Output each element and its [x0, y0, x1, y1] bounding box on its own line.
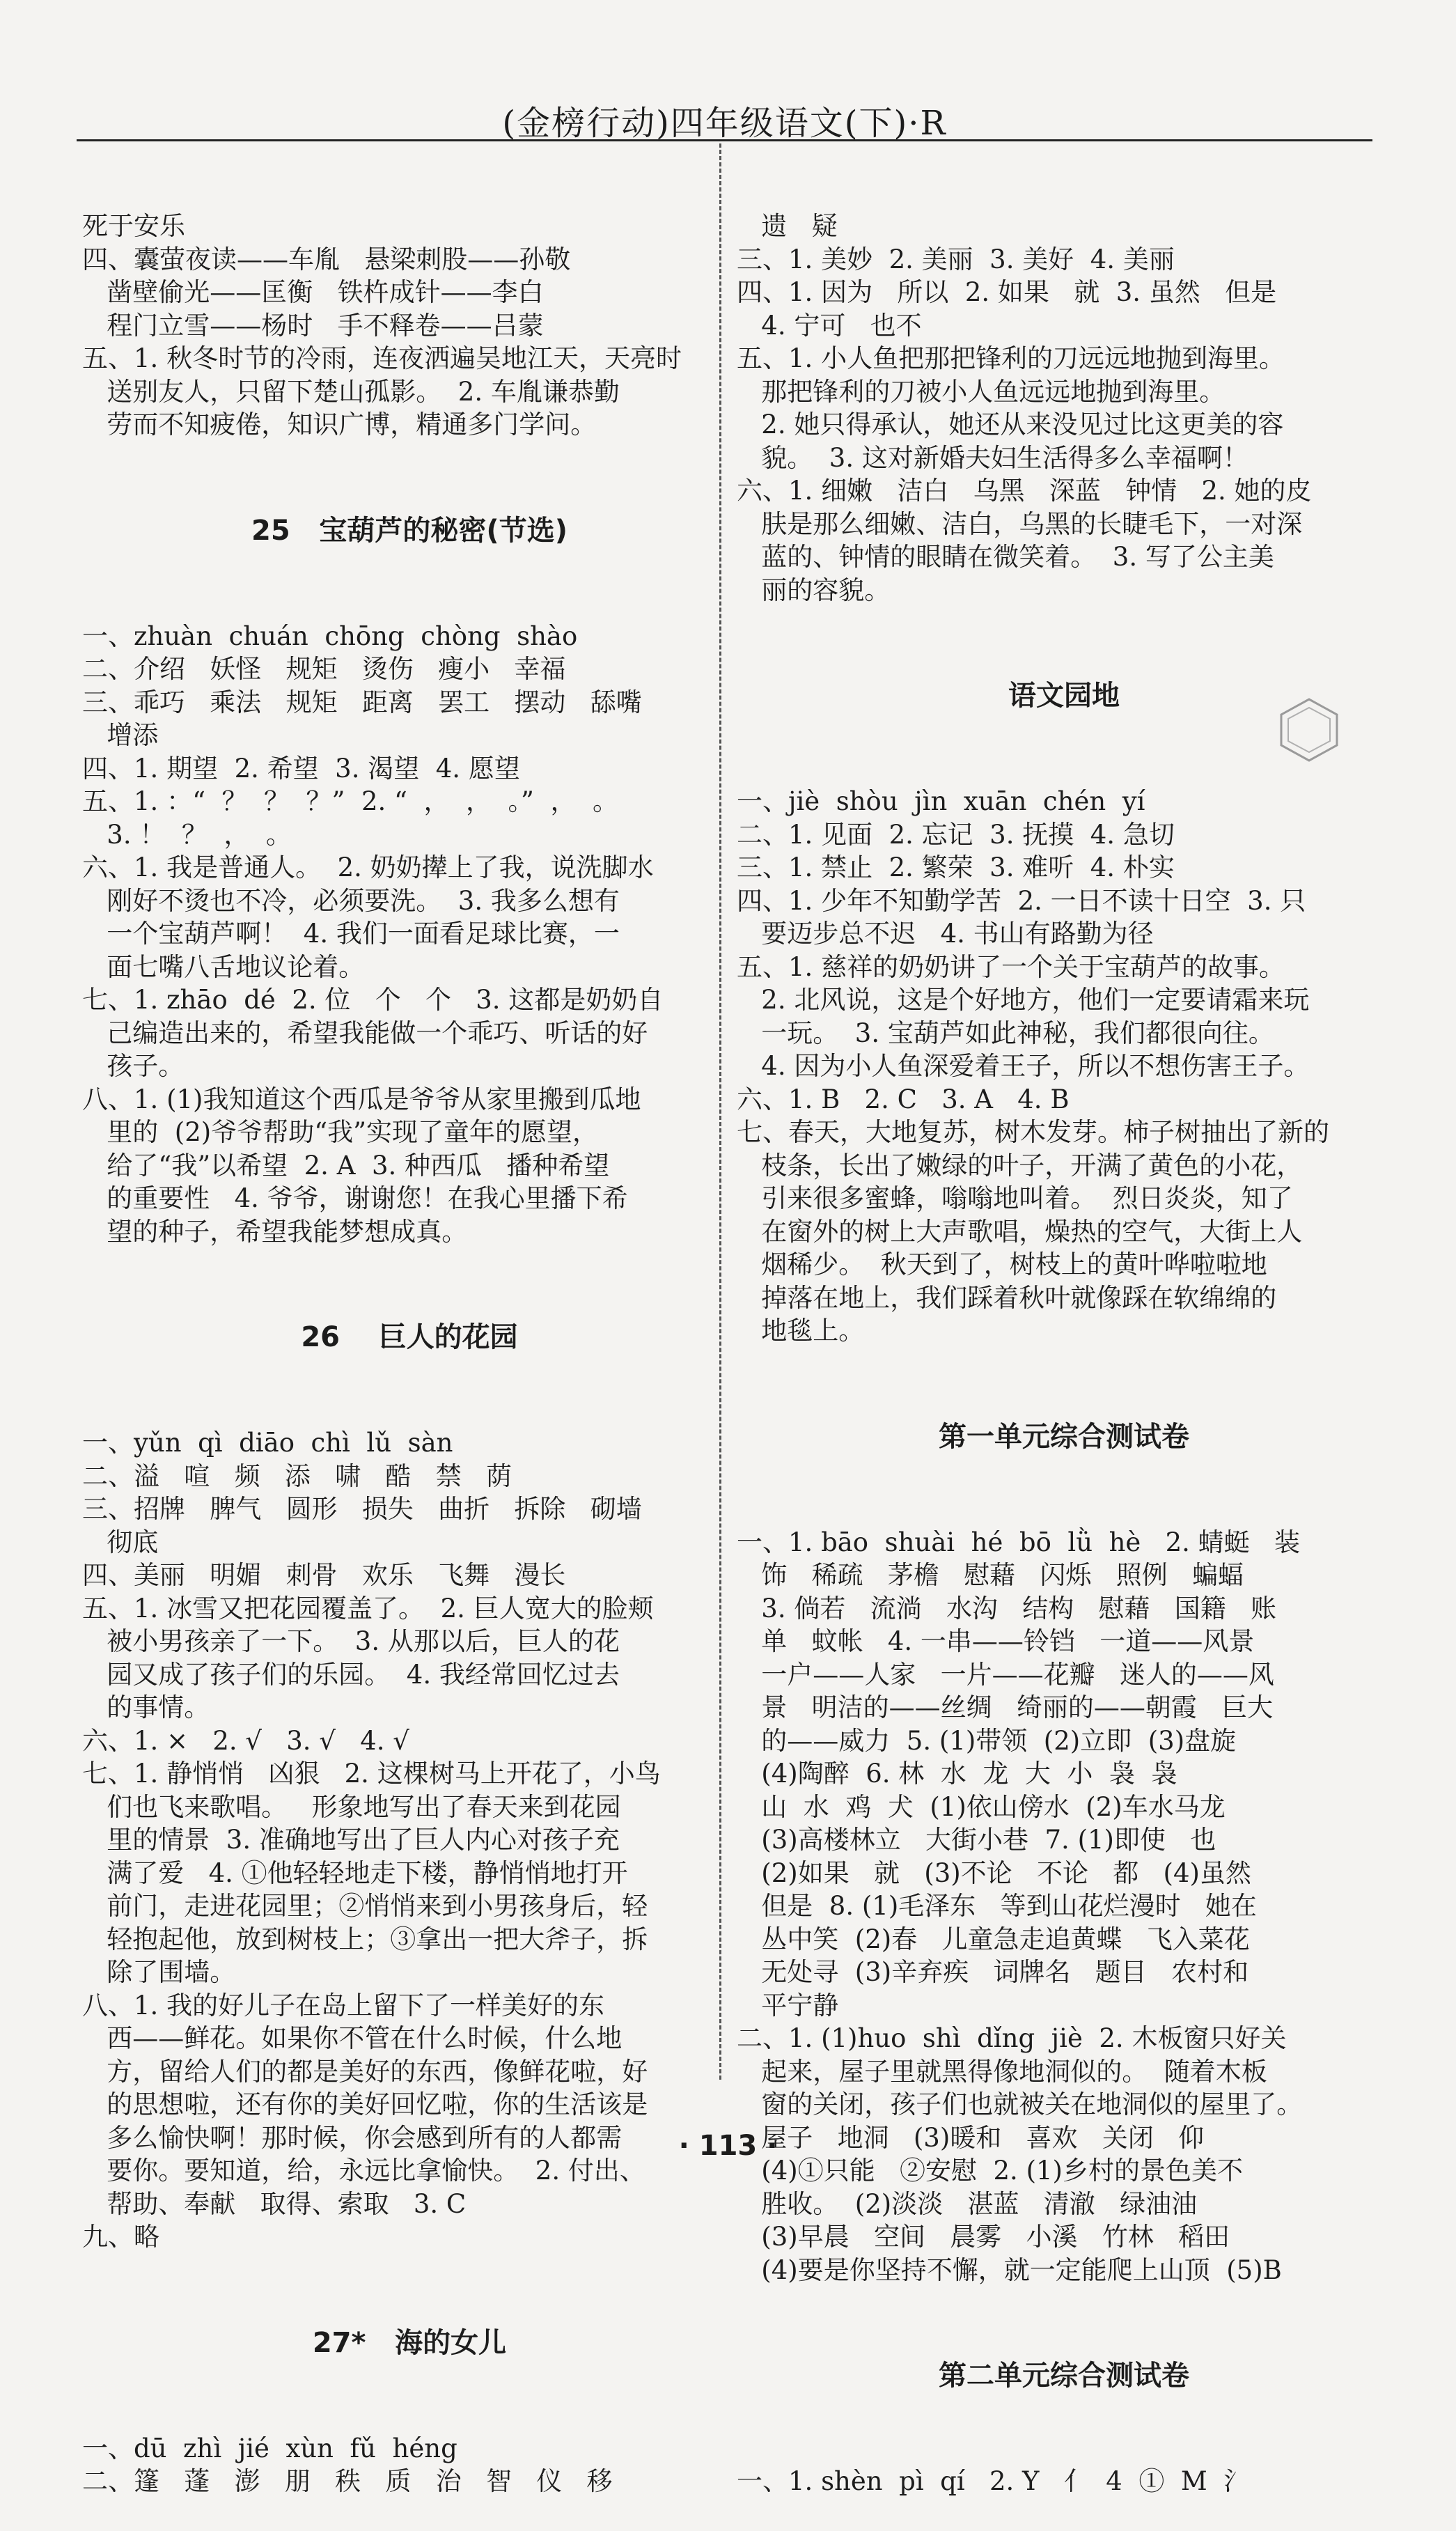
- answer-line: 六、1. B 2. C 3. A 4. B: [737, 1084, 1070, 1114]
- right-intro-lines: [737, 210, 1391, 607]
- answer-line: 四、囊萤夜读——车胤 悬梁刺股——孙敬: [82, 244, 571, 274]
- answer-line: 丛中笑 (2)春 儿童急走追黄蝶 飞入菜花: [737, 1924, 1250, 1954]
- answer-line: 遗 疑: [737, 211, 838, 241]
- answer-line: 肤是那么细嫩、洁白，乌黑的长睫毛下，一对深: [737, 508, 1303, 539]
- answer-line: 烟稀少。 秋天到了，树枝上的黄叶哗啦啦地: [737, 1249, 1267, 1279]
- answer-line: 送别友人，只留下楚山孤影。 2. 车胤谦恭勤: [82, 376, 620, 407]
- stamp-watermark-icon: [1276, 696, 1343, 763]
- answer-line: 满了爱 4. ①他轻轻地走下楼，静悄悄地打开: [82, 1858, 628, 1888]
- answer-line: 饰 稀疏 茅檐 慰藉 闪烁 照例 蝙蝠: [737, 1560, 1244, 1590]
- answer-line: 里的 (2)爷爷帮助“我”实现了童年的愿望，: [82, 1117, 599, 1147]
- answer-line: 平宁静: [737, 1990, 839, 2020]
- answer-line: 单 蚊帐 4. 一串——铃铛 一道——风景: [737, 1626, 1255, 1656]
- answer-line: 帮助、奉献 取得、索取 3. C: [82, 2188, 467, 2219]
- answer-line: 五、1. ：“ ？ ？ ？” 2. “ ， ， 。” ， 。: [82, 786, 618, 816]
- answer-line: 死于安乐: [82, 211, 185, 241]
- answer-line: 一、zhuàn chuán chōng chòng shào: [82, 621, 578, 651]
- answer-line: 一、1. shèn pì qí 2. Y 亻 4 ① M 氵: [737, 2466, 1250, 2496]
- answer-line: 地毯上。: [737, 1316, 865, 1346]
- answer-line: 七、春天，大地复苏，树木发芽。柿子树抽出了新的: [737, 1117, 1329, 1147]
- answer-line: 胜收。 (2)淡淡 湛蓝 清澈 绿油油: [737, 2188, 1198, 2219]
- answer-line: 被小男孩亲了一下。 3. 从那以后，巨人的花: [82, 1626, 620, 1656]
- answer-line: 的思想啦，还有你的美好回忆啦，你的生活该是: [82, 2089, 648, 2119]
- answer-line: 的——威力 5. (1)带领 (2)立即 (3)盘旋: [737, 1725, 1237, 1756]
- answer-line: 凿壁偷光——匡衡 铁杵成针——李白: [82, 277, 544, 307]
- answer-line: 七、1. zhāo dé 2. 位 个 个 3. 这都是奶奶自: [82, 985, 664, 1015]
- answer-line: 三、1. 美妙 2. 美丽 3. 美好 4. 美丽: [737, 244, 1175, 274]
- answer-line: 前门，走进花园里；②悄悄来到小男孩身后，轻: [82, 1891, 648, 1921]
- answer-line: 轻抱起他，放到树枝上；③拿出一把大斧子，拆: [82, 1924, 648, 1954]
- answer-line: 一、jiè shòu jìn xuān chén yí: [737, 786, 1145, 816]
- left-intro-lines: [82, 210, 737, 442]
- answer-line: 山 水 鸡 犬 (1)依山傍水 (2)车水马龙: [737, 1791, 1226, 1822]
- answer-line: 一、yǔn qì diāo chì lǔ sàn: [82, 1428, 453, 1458]
- answer-line: 2. 她只得承认，她还从来没见过比这更美的容: [737, 410, 1284, 439]
- answer-line: 一、dū zhì jié xùn fǔ héng: [82, 2433, 457, 2463]
- section-title-27: 27* 海的女儿: [312, 2326, 507, 2359]
- answer-line: 们也飞来歌唱。 形象地写出了春天来到花园: [82, 1791, 621, 1822]
- answer-line: 的事情。: [82, 1692, 210, 1722]
- answer-line: 二、溢 喧 频 添 啸 酷 禁 荫: [82, 1461, 512, 1491]
- answer-line: 九、略: [82, 2222, 159, 2252]
- answer-line: 方，留给人们的都是美好的东西，像鲜花啦，好: [82, 2056, 648, 2087]
- answer-line: 二、介绍 妖怪 规矩 烫伤 瘦小 幸福: [82, 654, 566, 684]
- answer-line: 一户——人家 一片——花瓣 迷人的——风: [737, 1659, 1274, 1690]
- right-column: [737, 143, 1391, 2496]
- unit2-test-lines: [737, 2465, 1391, 2498]
- answer-line: 一、1. bāo shuài hé bō lǜ hè 2. 蜻蜓 装: [737, 1527, 1300, 1557]
- section-title-25: 25 宝葫芦的秘密(节选): [251, 514, 567, 547]
- unit1-test-lines: [737, 1526, 1391, 2287]
- answer-line: 五、1. 慈祥的奶奶讲了一个关于宝葫芦的故事。: [737, 951, 1285, 982]
- answer-line: 面七嘴八舌地议论着。: [82, 951, 365, 982]
- answer-line: 貌。 3. 这对新婚夫妇生活得多么幸福啊！: [737, 442, 1248, 473]
- answer-line: 但是 8. (1)毛泽东 等到山花烂漫时 她在: [737, 1891, 1257, 1921]
- answer-line: 程门立雪——杨时 手不释卷——吕蒙: [82, 310, 544, 341]
- answer-line: 3. 倘若 流淌 水沟 结构 慰藉 国籍 账: [737, 1593, 1277, 1623]
- answer-line: 六、1. × 2. √ 3. √ 4. √: [82, 1725, 409, 1756]
- section-title-26: 26 巨人的花园: [301, 1321, 518, 1353]
- answer-line: 六、1. 我是普通人。 2. 奶奶撵上了我，说洗脚水: [82, 852, 654, 882]
- answer-line: 多么愉快啊！那时候，你会感到所有的人都需: [82, 2122, 623, 2153]
- answer-line: 己编造出来的，希望我能做一个乖巧、听话的好: [82, 1018, 648, 1048]
- answer-line: 除了围墙。: [82, 1957, 236, 1987]
- section-25-lines: [82, 620, 737, 1249]
- answer-line: 五、1. 冰雪又把花园覆盖了。 2. 巨人宽大的脸颊: [82, 1593, 654, 1623]
- column-divider: [719, 143, 721, 2080]
- answer-line: 景 明洁的——丝绸 绮丽的——朝霞 巨大: [737, 1692, 1274, 1722]
- answer-line: (4)①只能 ②安慰 2. (1)乡村的景色美不: [737, 2156, 1243, 2186]
- answer-line: 六、1. 细嫩 洁白 乌黑 深蓝 钟情 2. 她的皮: [737, 476, 1312, 506]
- answer-line: 要你。要知道，给，永远比拿愉快。 2. 付出、: [82, 2156, 645, 2186]
- answer-line: (4)陶醉 6. 林 水 龙 大 小 袅 袅: [737, 1759, 1177, 1789]
- answer-line: (3)早晨 空间 晨雾 小溪 竹林 稻田: [737, 2222, 1230, 2252]
- answer-line: 增添: [82, 720, 159, 750]
- answer-line: 二、1. (1)huo shì dǐng jiè 2. 木板窗只好关: [737, 2023, 1287, 2053]
- answer-line: 蓝的、钟情的眼睛在微笑着。 3. 写了公主美: [737, 542, 1274, 572]
- answer-line: 4. 宁可 也不: [737, 310, 922, 341]
- answer-line: 那把锋利的刀被小人鱼远远地抛到海里。: [737, 376, 1226, 407]
- answer-line: 劳而不知疲倦，知识广博，精通多门学问。: [82, 410, 597, 439]
- section-27-lines: [82, 2432, 737, 2498]
- answer-line: 三、1. 禁止 2. 繁荣 3. 难听 4. 朴实: [737, 852, 1175, 882]
- answer-line: 起来，屋子里就黑得像地洞似的。 随着木板: [737, 2056, 1267, 2087]
- answer-line: 2. 北风说，这是个好地方，他们一定要请霜来玩: [737, 985, 1310, 1015]
- section-title-unit2-test: 第二单元综合测试卷: [939, 2360, 1189, 2392]
- answer-line: 望的种子，希望我能梦想成真。: [82, 1216, 468, 1247]
- answer-line: 四、美丽 明媚 刺骨 欢乐 飞舞 漫长: [82, 1560, 566, 1590]
- answer-line: 孩子。: [82, 1051, 185, 1081]
- answer-line: 刚好不烫也不冷，必须要洗。 3. 我多么想有: [82, 885, 620, 916]
- yuwen-yuandi-lines: [737, 785, 1391, 1348]
- answer-line: 屋子 地洞 (3)暖和 喜欢 关闭 仰: [737, 2122, 1205, 2153]
- section-title-yuwen-yuandi: 语文园地: [1008, 680, 1120, 712]
- answer-line: (2)如果 就 (3)不论 不论 都 (4)虽然: [737, 1858, 1251, 1888]
- answer-line: 西——鲜花。如果你不管在什么时候，什么地: [82, 2023, 623, 2053]
- answer-line: 窗的关闭，孩子们也就被关在地洞似的屋里了。: [737, 2089, 1303, 2119]
- answer-line: 三、招牌 脾气 圆形 损失 曲折 拆除 砌墙: [82, 1494, 642, 1524]
- answer-line: 4. 因为小人鱼深爱着王子，所以不想伤害王子。: [737, 1051, 1310, 1081]
- answer-line: 二、篷 蓬 澎 朋 秩 质 治 智 仪 移: [82, 2466, 613, 2496]
- answer-line: 四、1. 期望 2. 希望 3. 渴望 4. 愿望: [82, 753, 520, 784]
- answer-line: 丽的容貌。: [737, 575, 891, 605]
- answer-line: (4)要是你坚持不懈，就一定能爬上山顶 (5)B: [737, 2254, 1282, 2285]
- answer-line: 园又成了孩子们的乐园。 4. 我经常回忆过去: [82, 1659, 620, 1690]
- answer-line: (3)高楼林立 大街小巷 7. (1)即使 也: [737, 1825, 1216, 1855]
- answer-line: 四、1. 因为 所以 2. 如果 就 3. 虽然 但是: [737, 277, 1277, 307]
- answer-line: 3. ！ ？ ， 。: [82, 819, 292, 850]
- answer-line: 八、1. 我的好儿子在岛上留下了一样美好的东: [82, 1990, 605, 2020]
- page-header: (金榜行动)四年级语文(下)·R: [502, 104, 947, 143]
- answer-line: 七、1. 静悄悄 凶狠 2. 这棵树马上开花了，小鸟: [82, 1759, 661, 1789]
- answer-line: 无处寻 (3)辛弃疾 词牌名 题目 农村和: [737, 1957, 1249, 1987]
- answer-line: 八、1. (1)我知道这个西瓜是爷爷从家里搬到瓜地: [82, 1084, 641, 1114]
- answer-line: 四、1. 少年不知勤学苦 2. 一日不读十日空 3. 只: [737, 885, 1306, 916]
- answer-line: 里的情景 3. 准确地写出了巨人内心对孩子充: [82, 1825, 620, 1855]
- answer-line: 要迈步总不迟 4. 书山有路勤为径: [737, 919, 1154, 949]
- answer-line: 在窗外的树上大声歌唱，燥热的空气，大街上人: [737, 1216, 1303, 1247]
- answer-line: 枝条，长出了嫩绿的叶子，开满了黄色的小花，: [737, 1150, 1303, 1181]
- answer-line: 二、1. 见面 2. 忘记 3. 抚摸 4. 急切: [737, 819, 1175, 850]
- answer-line: 给了“我”以希望 2. A 3. 种西瓜 播种希望: [82, 1150, 610, 1181]
- answer-line: 三、乖巧 乘法 规矩 距离 罢工 摆动 舔嘴: [82, 687, 642, 717]
- answer-line: 彻底: [82, 1527, 159, 1557]
- answer-line: 的重要性 4. 爷爷，谢谢您！在我心里播下希: [82, 1183, 628, 1213]
- answer-line: 掉落在地上，我们踩着秋叶就像踩在软绵绵的: [737, 1282, 1277, 1313]
- page-number: · 113 ·: [678, 2130, 778, 2162]
- section-title-unit1-test: 第一单元综合测试卷: [939, 1420, 1189, 1453]
- answer-line: 五、1. 秋冬时节的冷雨，连夜洒遍吴地江天，天亮时: [82, 343, 682, 373]
- answer-line: 一个宝葫芦啊！ 4. 我们一面看足球比赛，一: [82, 919, 620, 949]
- answer-line: 五、1. 小人鱼把那把锋利的刀远远地抛到海里。: [737, 343, 1285, 373]
- answer-line: 引来很多蜜蜂，嗡嗡地叫着。 烈日炎炎，知了: [737, 1183, 1293, 1213]
- header-rule: [77, 139, 1372, 141]
- answer-line: 一玩。 3. 宝葫芦如此神秘，我们都很向往。: [737, 1018, 1274, 1048]
